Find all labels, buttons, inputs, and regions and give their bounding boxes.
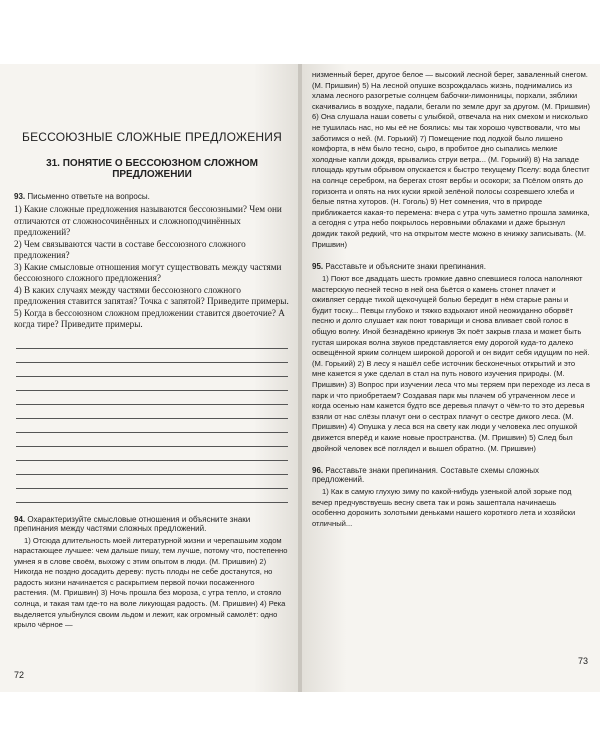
answer-line [16,475,288,489]
exercise-96-heading [312,466,590,484]
question-5: 5) Когда в бессоюзном сложном предложении ставится двоеточие? А когда тире? Приведите примеры. [14,307,285,329]
exercise-94-text: 1) Отсюда длительность моей литературной жизни и черепашьим ходом нарастающее лучшее: чем дальше пишу, тем лучше, потому что, постепенно умнея я в слове своём, выхожу с этим опытом в люди. (М. Пришвин) 2) Никогда не поздно досадить дереву: пусть плоды не себе достанутся, но радость жизни начинается с раскрытием первой почки посаженного растения. (М. Пришвин) 3) Ночь прошла без мороза, с утра тепло, и стояло солнца, и такая там где-то на воле ликующая радость. (М. Пришвин) 4) Река выделяется улыбнулся своим льдом и лежит, как огромный самолёт: одно крыло чёрное — [14,535,288,630]
exercise-93-heading [14,192,290,201]
exercise-94-number: 94. [14,514,26,524]
book-spread [0,64,600,692]
page-number-right: 73 [577,656,588,666]
exercise-96-task: Расставьте знаки препинания. Составьте схемы сложных предложений. [312,466,539,485]
question-3: 3) Какие смысловые отношения могут существовать между частями бессоюзного сложного предложения? [14,261,282,283]
exercise-94-heading [14,515,290,533]
chapter-title: БЕССОЮЗНЫЕ СЛОЖНЫЕ ПРЕДЛОЖЕНИЯ [22,130,282,144]
exercise-93-number: 93. [14,192,26,201]
answer-lines [14,335,290,503]
answer-line [16,405,288,419]
exercise-96-text: 1) Как в самую глухую зиму по какой-нибудь узенькой алой зорьке под вечер предчувствуешь весну света так и рожь зашептала начинаешь особенно дорожить золотыми деньками нашего короткого лета и хозяйски отличный... [312,487,576,528]
continued-text: низменный берег, другое белое — высокий лесной берег, заваленный снегом. (М. Пришвин) 5) На лесной опушке возрождалась жизнь, поднимались из хлама лесного разогретые солнцем бабочки-лимонницы, порхали, зяблики скачивались в воздухе, падали, бегали по земле друг за другом. (М. Пришвин) 6) Она слушала наши советы с улыбкой, отвечала на них смехом и нисколько не тушилась нас, но мы её не боялись: мы так хорошо чувствовали, что мы заботимся о ней. (М. Горький) 7) Помещение под лодкой было лишено комфорта, в нём было тесно, сыро, в пробитое дно сыпались мелкие холодные капли дождя, врывались струи ветра... (М. Горький) 8) На западе площадь крутым обрывом опускается к быстро текущему Пселу: вода блестит на солнце серебром, на берегах стоят вербы и осокори; за Псёлом опять до горизонта и опять на них куски яркой зелёной полосы созревшего хлеба и белые пятна хуторов. (Н. Гоголь) 9) Нет сомнения, что в природе приближается какая-то перемена: вчера с утра чуть заметно прошла заминка, а сегодня с утра небо покрылось неровными облаками и даже брызнул дождик такой редкий, что на открытом месте можно в книжку записывать. (М. Пришвин) [312,70,590,249]
exercise-93-task: Письменно ответьте на вопросы. [27,192,150,201]
exercise-94-task: Охарактеризуйте смысловые отношения и объясните знаки препинания между частями сложных предложений. [14,514,251,533]
answer-line [16,447,288,461]
exercise-95-task: Расставьте и объясните знаки препинания. [325,262,486,272]
question-4: 4) В каких случаях между частями бессоюзного сложного предложения ставится запятая? Точка с запятой? Приведите примеры. [14,284,289,306]
answer-line [16,461,288,475]
exercise-95-number: 95. [312,262,324,272]
exercise-95-text: 1) Поют все двадцать шесть громкие давно спевшиеся голоса наполняют мастерскую песней тесно в ней она бьётся о камень стонет плачет и оживляет сердце тихой щекочущей болью бередит в нём старые раны и будит тоску... Певцы глубоко и тяжко вздыхают иной неожиданно оборвёт песню и долго слушает как поют товарищи и снова вливает свой голос в общую волну. Иной безнадёжно крикнув Эх поёт закрыв глаза и может быть густая широкая волна звуков представляется ему дорогой куда-то далеко освещённой ярким солнцем широкой дорогой и он видит себя идущим по ней. (М. Горький) 2) В лесу я нашёл себе источник бесконечных открытий и это мне кажется я уже сделал в стал на путь нового изучения природы. (М. Пришвин) 3) Вопрос при изучении леса что мы теряем при переходе из леса в парк и что приобретаем? Создавая парк мы плачем об утраченном лесе и когда осенью нам кажется будто все деревья плачут о чём-то то это деревья взяли от нас слёзы плачут они о сестрах плачут о сестре дикого леса. (М. Пришвин) 4) Опушка у леса вся на свету как люди у человека лес опушкой движется вперёд и какие новые пространства. (М. Пришвин) 5) След был двойной человек всё поглядел и вышел обратно. (М. Пришвин) [312,274,590,453]
page-number-left: 72 [14,670,25,680]
answer-line [16,377,288,391]
left-page [0,64,298,692]
answer-line [16,335,288,349]
section-title: 31. ПОНЯТИЕ О БЕССОЮЗНОМ СЛОЖНОМ ПРЕДЛОЖЕНИИ [46,158,258,180]
question-2: 2) Чем связываются части в составе бессоюзного сложного предложения? [14,238,246,260]
right-page [302,64,600,692]
answer-line [16,349,288,363]
answer-line [16,363,288,377]
exercise-96-number: 96. [312,466,324,476]
answer-line [16,419,288,433]
exercise-95-heading [312,262,590,271]
answer-line [16,433,288,447]
answer-line [16,391,288,405]
question-1: 1) Какие сложные предложения называются бессоюзными? Чем они отличаются от сложносочинённых и сложноподчинённых предложений? [14,204,282,237]
answer-line [16,489,288,503]
